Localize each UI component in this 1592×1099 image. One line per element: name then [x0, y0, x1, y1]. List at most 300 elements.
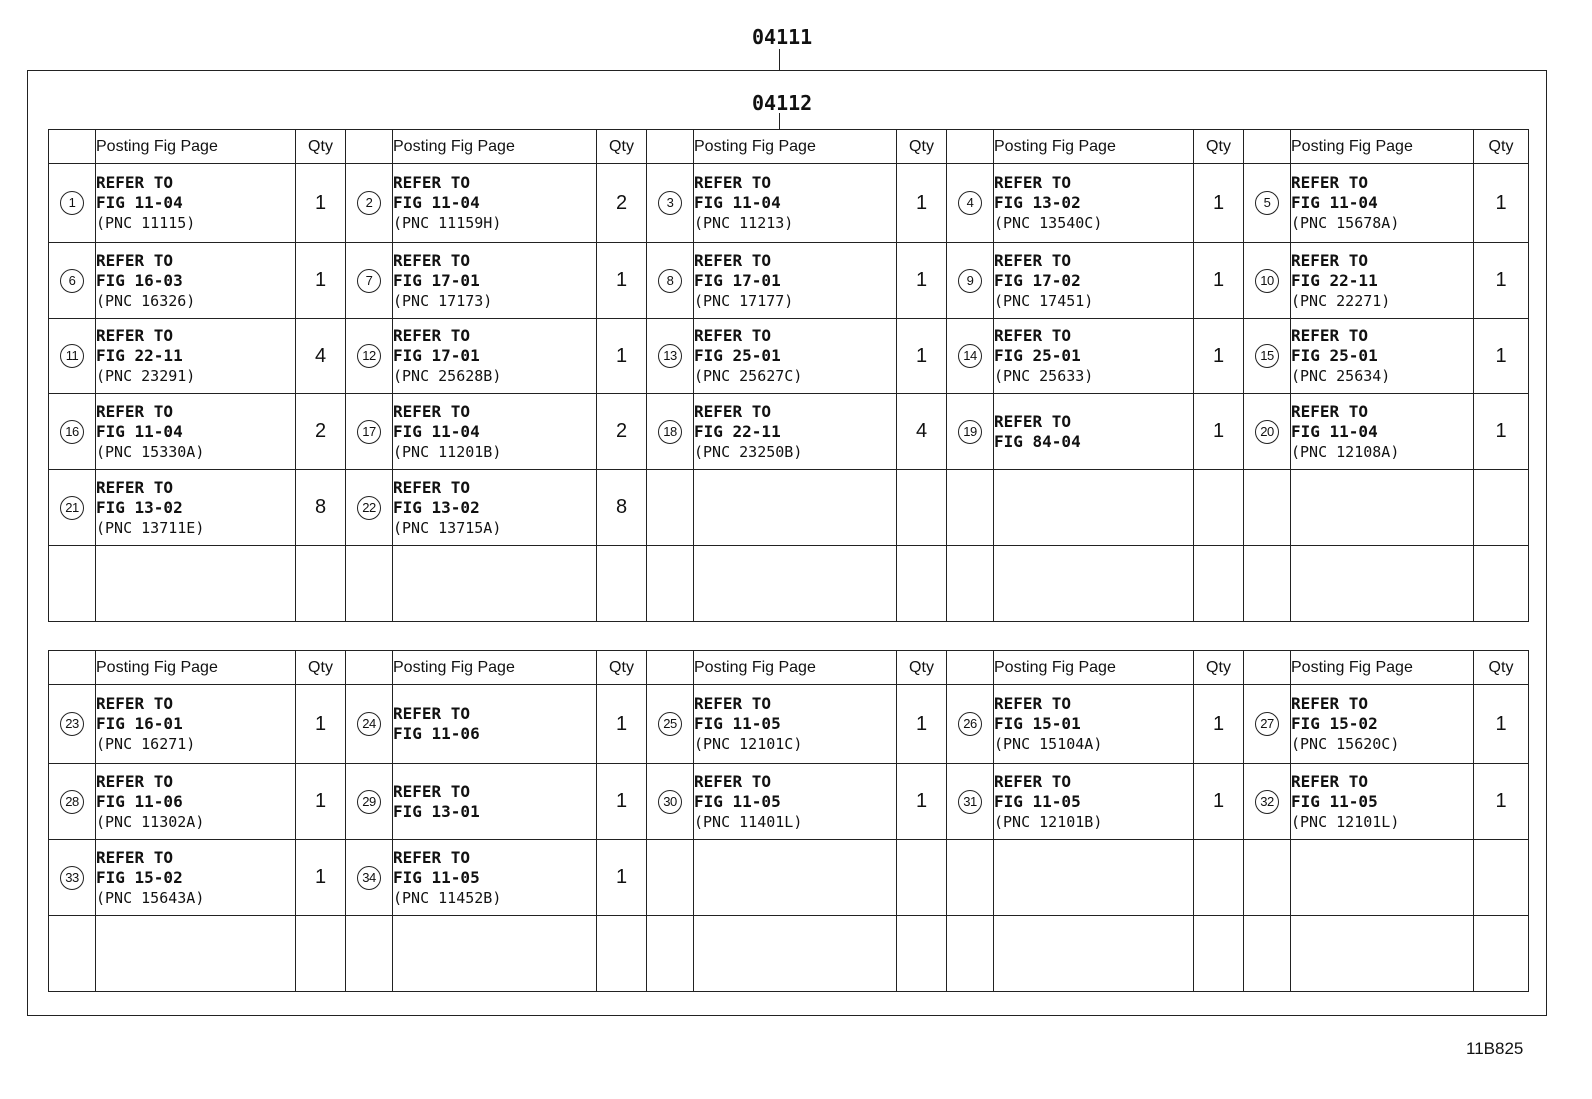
pnc-reference: (PNC 13711E): [96, 518, 205, 537]
table-row: [49, 764, 1529, 840]
header-posting-fig-page: Posting Fig Page: [1291, 130, 1474, 164]
item-number-cell: [1244, 470, 1291, 546]
item-number-cell: [346, 319, 393, 394]
reference-cell: [96, 470, 296, 546]
item-number-circle: 29: [357, 790, 381, 814]
qty-cell: 1: [1474, 164, 1529, 243]
item-number-cell: [1244, 840, 1291, 916]
item-number-circle: 1: [60, 191, 84, 215]
refer-to-text: REFER TO: [393, 173, 471, 192]
leader-line-outer: [779, 49, 780, 71]
reference-cell: [393, 164, 597, 243]
reference-cell: [393, 319, 597, 394]
reference-cell: [96, 764, 296, 840]
item-number-circle: 16: [60, 420, 84, 444]
reference-cell: [96, 243, 296, 319]
reference-cell: [994, 764, 1194, 840]
item-number-cell: [49, 546, 96, 622]
reference-cell: [393, 764, 597, 840]
qty-cell: 1: [1194, 164, 1244, 243]
pnc-reference: (PNC 13715A): [393, 518, 502, 537]
qty-cell: [897, 916, 947, 992]
item-number-cell: [947, 916, 994, 992]
qty-cell: [296, 916, 346, 992]
pnc-reference: (PNC 11213): [694, 214, 794, 232]
fig-reference: FIG 15-02: [1291, 714, 1378, 733]
item-number-circle: 23: [60, 712, 84, 736]
reference-cell: [393, 470, 597, 546]
table-row: [49, 243, 1529, 319]
qty-cell: [1194, 470, 1244, 546]
table-row: [49, 319, 1529, 394]
pnc-reference: (PNC 23250B): [694, 442, 803, 461]
refer-to-text: REFER TO: [694, 173, 772, 192]
qty-cell: [1194, 546, 1244, 622]
pnc-reference: (PNC 15620C): [1291, 735, 1400, 753]
fig-reference: FIG 16-01: [96, 714, 183, 733]
pnc-reference: (PNC 15330A): [96, 442, 205, 461]
refer-to-text: REFER TO: [393, 847, 471, 867]
item-number-circle: 20: [1255, 420, 1279, 444]
item-number-cell: [346, 764, 393, 840]
header-number-cell: [49, 651, 96, 685]
qty-cell: 1: [1194, 394, 1244, 470]
fig-reference: FIG 25-01: [1291, 346, 1378, 365]
reference-cell: [694, 764, 897, 840]
item-number-circle: 25: [658, 712, 682, 736]
fig-reference: FIG 11-04: [393, 421, 480, 441]
fig-reference: FIG 16-03: [96, 270, 183, 290]
pnc-reference: (PNC 15678A): [1291, 214, 1400, 232]
qty-cell: 4: [897, 394, 947, 470]
pnc-reference: (PNC 16326): [96, 291, 196, 310]
pnc-reference: (PNC 23291): [96, 367, 196, 385]
reference-cell: [393, 840, 597, 916]
qty-cell: 1: [296, 764, 346, 840]
item-number-cell: [49, 840, 96, 916]
qty-cell: [1474, 840, 1529, 916]
item-number-circle: 21: [60, 496, 84, 520]
table-row: [49, 546, 1529, 622]
fig-reference: FIG 13-02: [96, 497, 183, 517]
header-number-cell: [1244, 130, 1291, 164]
table-row: [49, 916, 1529, 992]
table-row: [49, 685, 1529, 764]
fig-reference: FIG 11-06: [393, 724, 480, 743]
header-qty: Qty: [897, 651, 947, 685]
header-qty: Qty: [1194, 130, 1244, 164]
qty-cell: 1: [597, 764, 647, 840]
pnc-reference: (PNC 17173): [393, 291, 493, 310]
qty-cell: 2: [597, 394, 647, 470]
item-number-circle: 34: [357, 866, 381, 890]
item-number-cell: [947, 764, 994, 840]
qty-cell: 1: [597, 243, 647, 319]
reference-cell: [96, 916, 296, 992]
figure-code: 11B825: [1466, 1039, 1524, 1058]
fig-reference: FIG 11-04: [96, 421, 183, 441]
refer-to-text: REFER TO: [96, 771, 174, 791]
reference-cell: [1291, 164, 1474, 243]
pnc-reference: (PNC 17451): [994, 291, 1094, 310]
qty-cell: [1194, 916, 1244, 992]
assembly-label-inner: 04112: [752, 91, 813, 115]
item-number-circle: 8: [658, 269, 682, 293]
reference-cell: [96, 685, 296, 764]
refer-to-text: REFER TO: [994, 173, 1072, 192]
header-posting-fig-page: Posting Fig Page: [393, 651, 597, 685]
header-number-cell: [947, 130, 994, 164]
item-number-cell: [1244, 764, 1291, 840]
header-posting-fig-page: Posting Fig Page: [96, 651, 296, 685]
fig-reference: FIG 13-02: [994, 193, 1081, 212]
item-number-cell: [346, 243, 393, 319]
fig-reference: FIG 17-01: [694, 270, 781, 290]
item-number-circle: 24: [357, 712, 381, 736]
item-number-cell: [647, 243, 694, 319]
item-number-cell: [647, 764, 694, 840]
qty-cell: 1: [1474, 319, 1529, 394]
reference-cell: [96, 319, 296, 394]
pnc-reference: (PNC 25628B): [393, 367, 502, 385]
pnc-reference: (PNC 12108A): [1291, 442, 1400, 461]
fig-reference: FIG 11-04: [694, 193, 781, 212]
item-number-cell: [947, 470, 994, 546]
header-number-cell: [947, 651, 994, 685]
reference-cell: [393, 394, 597, 470]
fig-reference: FIG 11-04: [1291, 193, 1378, 212]
header-qty: Qty: [1194, 651, 1244, 685]
fig-reference: FIG 17-02: [994, 270, 1081, 290]
qty-cell: 8: [597, 470, 647, 546]
item-number-cell: [647, 470, 694, 546]
item-number-circle: 7: [357, 269, 381, 293]
fig-reference: FIG 15-01: [994, 714, 1081, 733]
header-posting-fig-page: Posting Fig Page: [96, 130, 296, 164]
qty-cell: 1: [1194, 243, 1244, 319]
item-number-cell: [346, 840, 393, 916]
item-number-cell: [1244, 685, 1291, 764]
reference-cell: [994, 546, 1194, 622]
fig-reference: FIG 11-04: [1291, 421, 1378, 441]
item-number-circle: 15: [1255, 344, 1279, 368]
header-qty: Qty: [597, 130, 647, 164]
qty-cell: 1: [1474, 685, 1529, 764]
header-qty: Qty: [296, 651, 346, 685]
fig-reference: FIG 11-04: [393, 193, 480, 212]
reference-cell: [694, 319, 897, 394]
qty-cell: [897, 840, 947, 916]
fig-reference: FIG 22-11: [1291, 270, 1378, 290]
refer-to-text: REFER TO: [96, 847, 174, 867]
table-row: [49, 394, 1529, 470]
fig-reference: FIG 11-05: [694, 791, 781, 811]
reference-cell: [994, 685, 1194, 764]
fig-reference: FIG 11-06: [96, 791, 183, 811]
item-number-circle: 32: [1255, 790, 1279, 814]
reference-cell: [393, 546, 597, 622]
qty-cell: [1474, 470, 1529, 546]
item-number-cell: [1244, 546, 1291, 622]
refer-to-text: REFER TO: [994, 771, 1072, 791]
fig-reference: FIG 11-05: [694, 714, 781, 733]
refer-to-text: REFER TO: [994, 694, 1072, 713]
reference-cell: [994, 470, 1194, 546]
item-number-circle: 12: [357, 344, 381, 368]
pnc-reference: (PNC 17177): [694, 291, 794, 310]
pnc-reference: (PNC 12101L): [1291, 812, 1400, 831]
pnc-reference: (PNC 15643A): [96, 888, 205, 907]
qty-cell: 1: [1474, 394, 1529, 470]
reference-cell: [994, 916, 1194, 992]
item-number-circle: 9: [958, 269, 982, 293]
reference-table-upper: [48, 129, 1529, 622]
item-number-cell: [49, 470, 96, 546]
reference-cell: [1291, 243, 1474, 319]
refer-to-text: REFER TO: [96, 477, 174, 497]
item-number-cell: [947, 685, 994, 764]
item-number-cell: [49, 164, 96, 243]
header-posting-fig-page: Posting Fig Page: [393, 130, 597, 164]
reference-cell: [694, 394, 897, 470]
item-number-cell: [49, 243, 96, 319]
refer-to-text: REFER TO: [1291, 250, 1369, 270]
fig-reference: FIG 17-01: [393, 346, 480, 365]
pnc-reference: (PNC 11115): [96, 214, 196, 232]
reference-cell: [694, 546, 897, 622]
refer-to-text: REFER TO: [393, 250, 471, 270]
fig-reference: FIG 22-11: [96, 346, 183, 365]
qty-cell: 1: [1194, 319, 1244, 394]
item-number-cell: [1244, 916, 1291, 992]
header-qty: Qty: [897, 130, 947, 164]
qty-cell: 4: [296, 319, 346, 394]
refer-to-text: REFER TO: [96, 694, 174, 713]
fig-reference: FIG 22-11: [694, 421, 781, 441]
fig-reference: FIG 11-05: [994, 791, 1081, 811]
item-number-cell: [346, 685, 393, 764]
item-number-cell: [1244, 394, 1291, 470]
table-row: [49, 164, 1529, 243]
assembly-label-outer: 04111: [752, 25, 813, 49]
reference-cell: [694, 916, 897, 992]
refer-to-text: REFER TO: [1291, 771, 1369, 791]
header-qty: Qty: [296, 130, 346, 164]
header-posting-fig-page: Posting Fig Page: [694, 651, 897, 685]
item-number-circle: 31: [958, 790, 982, 814]
item-number-circle: 27: [1255, 712, 1279, 736]
refer-to-text: REFER TO: [994, 326, 1072, 345]
refer-to-text: REFER TO: [96, 250, 174, 270]
fig-reference: FIG 11-05: [1291, 791, 1378, 811]
item-number-circle: 19: [958, 420, 982, 444]
reference-cell: [994, 840, 1194, 916]
item-number-cell: [346, 916, 393, 992]
refer-to-text: REFER TO: [994, 411, 1072, 431]
item-number-cell: [49, 916, 96, 992]
refer-to-text: REFER TO: [1291, 401, 1369, 421]
qty-cell: [897, 546, 947, 622]
refer-to-text: REFER TO: [694, 771, 772, 791]
refer-to-text: REFER TO: [393, 477, 471, 497]
item-number-circle: 6: [60, 269, 84, 293]
item-number-cell: [49, 764, 96, 840]
pnc-reference: (PNC 11401L): [694, 812, 803, 831]
item-number-cell: [1244, 243, 1291, 319]
fig-reference: FIG 11-05: [393, 867, 480, 887]
reference-cell: [1291, 916, 1474, 992]
item-number-cell: [346, 470, 393, 546]
reference-cell: [393, 243, 597, 319]
qty-cell: [1474, 916, 1529, 992]
reference-cell: [1291, 546, 1474, 622]
item-number-circle: 30: [658, 790, 682, 814]
fig-reference: FIG 17-01: [393, 270, 480, 290]
item-number-circle: 14: [958, 344, 982, 368]
refer-to-text: REFER TO: [1291, 326, 1369, 345]
pnc-reference: (PNC 11452B): [393, 888, 502, 907]
reference-cell: [694, 840, 897, 916]
qty-cell: 1: [296, 840, 346, 916]
item-number-cell: [647, 685, 694, 764]
item-number-cell: [49, 319, 96, 394]
refer-to-text: REFER TO: [694, 694, 772, 713]
qty-cell: 1: [1474, 764, 1529, 840]
qty-cell: [597, 916, 647, 992]
qty-cell: 1: [897, 319, 947, 394]
refer-to-text: REFER TO: [994, 250, 1072, 270]
reference-cell: [96, 546, 296, 622]
reference-cell: [96, 164, 296, 243]
pnc-reference: (PNC 22271): [1291, 291, 1391, 310]
qty-cell: 1: [597, 840, 647, 916]
item-number-circle: 22: [357, 496, 381, 520]
qty-cell: 8: [296, 470, 346, 546]
pnc-reference: (PNC 13540C): [994, 214, 1103, 232]
pnc-reference: (PNC 11159H): [393, 214, 502, 232]
item-number-circle: 11: [60, 344, 84, 368]
leader-line-inner: [779, 113, 780, 129]
qty-cell: 1: [1474, 243, 1529, 319]
reference-cell: [694, 470, 897, 546]
header-number-cell: [647, 651, 694, 685]
qty-cell: [296, 546, 346, 622]
reference-cell: [96, 840, 296, 916]
fig-reference: FIG 15-02: [96, 867, 183, 887]
item-number-cell: [49, 685, 96, 764]
qty-cell: 2: [597, 164, 647, 243]
item-number-cell: [346, 394, 393, 470]
pnc-reference: (PNC 12101C): [694, 735, 803, 753]
refer-to-text: REFER TO: [393, 401, 471, 421]
item-number-cell: [647, 394, 694, 470]
pnc-reference: (PNC 11302A): [96, 812, 205, 831]
pnc-reference: (PNC 15104A): [994, 735, 1103, 753]
header-posting-fig-page: Posting Fig Page: [694, 130, 897, 164]
item-number-cell: [647, 840, 694, 916]
qty-cell: 1: [296, 164, 346, 243]
table-row: [49, 470, 1529, 546]
item-number-cell: [947, 319, 994, 394]
fig-reference: FIG 25-01: [694, 346, 781, 365]
qty-cell: 1: [897, 164, 947, 243]
refer-to-text: REFER TO: [393, 326, 471, 345]
qty-cell: 2: [296, 394, 346, 470]
item-number-circle: 5: [1255, 191, 1279, 215]
item-number-cell: [947, 164, 994, 243]
refer-to-text: REFER TO: [96, 326, 174, 345]
reference-cell: [694, 243, 897, 319]
qty-cell: 1: [897, 764, 947, 840]
header-posting-fig-page: Posting Fig Page: [994, 651, 1194, 685]
item-number-circle: 33: [60, 866, 84, 890]
item-number-cell: [1244, 319, 1291, 394]
item-number-cell: [647, 164, 694, 243]
item-number-cell: [647, 319, 694, 394]
refer-to-text: REFER TO: [1291, 694, 1369, 713]
reference-cell: [1291, 319, 1474, 394]
header-qty: Qty: [1474, 651, 1529, 685]
item-number-circle: 4: [958, 191, 982, 215]
refer-to-text: REFER TO: [96, 173, 174, 192]
item-number-cell: [346, 546, 393, 622]
reference-table-lower: [48, 650, 1529, 992]
refer-to-text: REFER TO: [393, 781, 471, 801]
item-number-circle: 13: [658, 344, 682, 368]
reference-cell: [994, 243, 1194, 319]
header-number-cell: [346, 651, 393, 685]
qty-cell: 1: [897, 243, 947, 319]
qty-cell: [597, 546, 647, 622]
item-number-circle: 28: [60, 790, 84, 814]
qty-cell: 1: [296, 243, 346, 319]
reference-cell: [994, 394, 1194, 470]
reference-cell: [1291, 764, 1474, 840]
qty-cell: 1: [1194, 685, 1244, 764]
reference-cell: [1291, 470, 1474, 546]
reference-cell: [393, 916, 597, 992]
fig-reference: FIG 13-01: [393, 801, 480, 821]
item-number-cell: [1244, 164, 1291, 243]
item-number-cell: [947, 394, 994, 470]
reference-cell: [393, 685, 597, 764]
item-number-cell: [947, 840, 994, 916]
item-number-circle: 2: [357, 191, 381, 215]
reference-cell: [694, 164, 897, 243]
pnc-reference: (PNC 12101B): [994, 812, 1103, 831]
item-number-cell: [947, 546, 994, 622]
reference-cell: [994, 164, 1194, 243]
refer-to-text: REFER TO: [96, 401, 174, 421]
refer-to-text: REFER TO: [1291, 173, 1369, 192]
item-number-cell: [647, 916, 694, 992]
qty-cell: [1194, 840, 1244, 916]
header-qty: Qty: [1474, 130, 1529, 164]
qty-cell: 1: [296, 685, 346, 764]
fig-reference: FIG 25-01: [994, 346, 1081, 365]
reference-cell: [1291, 840, 1474, 916]
header-number-cell: [49, 130, 96, 164]
item-number-circle: 3: [658, 191, 682, 215]
header-posting-fig-page: Posting Fig Page: [994, 130, 1194, 164]
header-qty: Qty: [597, 651, 647, 685]
qty-cell: 1: [1194, 764, 1244, 840]
reference-cell: [1291, 685, 1474, 764]
qty-cell: 1: [597, 685, 647, 764]
qty-cell: 1: [897, 685, 947, 764]
refer-to-text: REFER TO: [694, 401, 772, 421]
pnc-reference: (PNC 11201B): [393, 442, 502, 461]
